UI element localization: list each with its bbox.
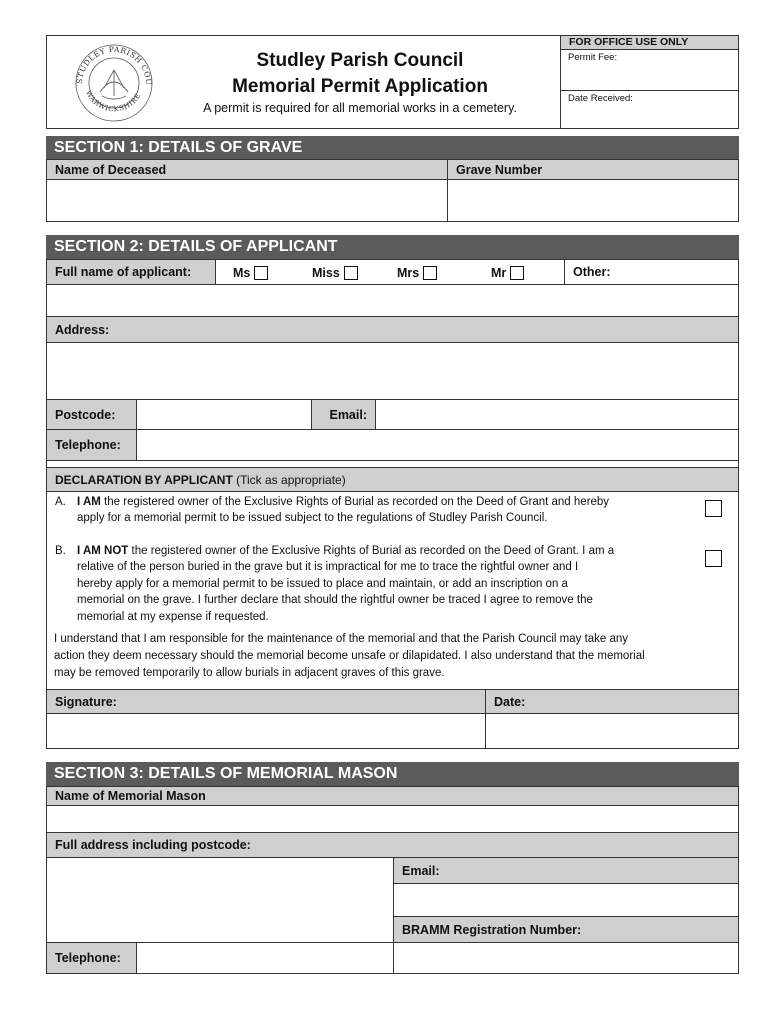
permit-fee-label: Permit Fee: — [568, 52, 618, 63]
option-a-marker: A. — [55, 496, 66, 508]
section3-title: SECTION 3: DETAILS OF MEMORIAL MASON — [46, 762, 739, 786]
option-b-text1: the registered owner of the Exclusive Rights of Burial as recorded on the Deed of Grant. I am a — [128, 545, 615, 557]
telephone-field[interactable] — [136, 429, 739, 461]
title-ms-label: Ms — [233, 266, 251, 280]
full-address-label: Full address including postcode: — [46, 832, 739, 858]
option-a-text1: the registered owner of the Exclusive Rights of Burial as recorded on the Deed of Grant and hereby — [100, 496, 610, 508]
mason-telephone-label: Telephone: — [46, 942, 137, 974]
applicant-name-field[interactable] — [46, 284, 739, 317]
option-a-checkbox[interactable] — [705, 500, 722, 517]
section2-title: SECTION 2: DETAILS OF APPLICANT — [46, 235, 739, 259]
option-a-line2: apply for a memorial permit to be issued subject to the regulations of Studley Parish Council. — [77, 512, 548, 524]
grave-number-label: Grave Number — [447, 159, 739, 180]
understanding-line2: action they deem necessary should the memorial become unsafe or dilapidated. I also understand that the memorial — [54, 650, 645, 662]
svg-text:STUDLEY PARISH COUNCIL — [70, 40, 153, 86]
deceased-name-field[interactable] — [46, 179, 448, 222]
bramm-label: BRAMM Registration Number: — [393, 916, 739, 943]
mrs-checkbox[interactable] — [423, 266, 437, 280]
postcode-field[interactable] — [136, 399, 312, 430]
office-divider — [560, 90, 739, 91]
section1-title: SECTION 1: DETAILS OF GRAVE — [46, 136, 739, 159]
signature-label: Signature: — [46, 689, 486, 714]
council-logo — [70, 40, 158, 124]
miss-checkbox[interactable] — [344, 266, 358, 280]
declaration-heading-text: DECLARATION BY APPLICANT — [55, 472, 233, 487]
title-mrs-label: Mrs — [397, 266, 420, 280]
option-b-line4: memorial on the grave. I further declare that should the rightful owner be traced I agree to remove the — [77, 594, 593, 606]
mason-name-label: Name of Memorial Mason — [46, 786, 739, 806]
form-title: Studley Parish Council — [256, 50, 464, 71]
mason-email-field[interactable] — [393, 883, 739, 917]
option-b-line2: relative of the person buried in the grave but it is impractical for me to trace the rightful owner and I — [77, 561, 579, 573]
mr-checkbox[interactable] — [510, 266, 524, 280]
signature-field[interactable] — [46, 713, 486, 749]
mason-telephone-field[interactable] — [136, 942, 394, 974]
option-b-marker: B. — [55, 545, 66, 557]
address-label: Address: — [46, 316, 739, 343]
title-mr-label: Mr — [491, 266, 507, 280]
other-title-label: Other: — [573, 265, 611, 279]
office-use-heading: FOR OFFICE USE ONLY — [560, 35, 739, 50]
understanding-line1: I understand that I am responsible for the maintenance of the memorial and that the Parish Council may take any — [54, 633, 629, 645]
title-option-mr[interactable] — [491, 262, 524, 284]
ms-checkbox[interactable] — [254, 266, 268, 280]
postcode-label: Postcode: — [46, 399, 137, 430]
full-name-label: Full name of applicant: — [46, 259, 216, 285]
declaration-heading-note: (Tick as appropriate) — [236, 472, 346, 487]
option-b-line5: memorial at my expense if requested. — [77, 611, 269, 623]
email-field[interactable] — [375, 399, 739, 430]
logo-top-text: STUDLEY PARISH COU — [74, 44, 154, 86]
deceased-label: Name of Deceased — [46, 159, 448, 180]
option-b-line1 — [77, 543, 614, 560]
form-note: A permit is required for all memorial works in a cemetery. — [203, 101, 517, 115]
title-miss-label: Miss — [312, 266, 340, 280]
email-label: Email: — [311, 399, 376, 430]
date-received-label: Date Received: — [568, 93, 633, 104]
form-subtitle: Memorial Permit Application — [232, 76, 488, 97]
mason-address-field[interactable] — [46, 857, 394, 943]
bramm-number-field[interactable] — [393, 942, 739, 974]
mason-name-field[interactable] — [46, 805, 739, 833]
logo-bottom-text: WARWICKSHIRE — [84, 89, 143, 114]
address-field[interactable] — [46, 342, 739, 400]
declaration-heading — [46, 467, 739, 492]
option-a-bold: I AM — [77, 496, 101, 508]
grave-number-field[interactable] — [447, 179, 739, 222]
title-option-miss[interactable] — [312, 262, 358, 284]
date-field[interactable] — [485, 713, 739, 749]
svg-text:WARWICKSHIRE — [84, 89, 143, 113]
mason-email-label: Email: — [393, 857, 739, 884]
understanding-line3: may be removed temporarily to allow burials in adjacent graves of this grave. — [54, 667, 445, 679]
option-b-checkbox[interactable] — [705, 550, 722, 567]
telephone-label: Telephone: — [46, 429, 137, 461]
title-option-ms[interactable] — [233, 262, 268, 284]
date-label: Date: — [485, 689, 739, 714]
title-option-mrs[interactable] — [397, 262, 437, 284]
option-b-bold: I AM NOT — [77, 545, 129, 557]
option-b-line3: hereby apply for a memorial permit to be issued to place and maintain, or add an inscription on a — [77, 578, 568, 590]
option-a-line1 — [77, 494, 609, 511]
